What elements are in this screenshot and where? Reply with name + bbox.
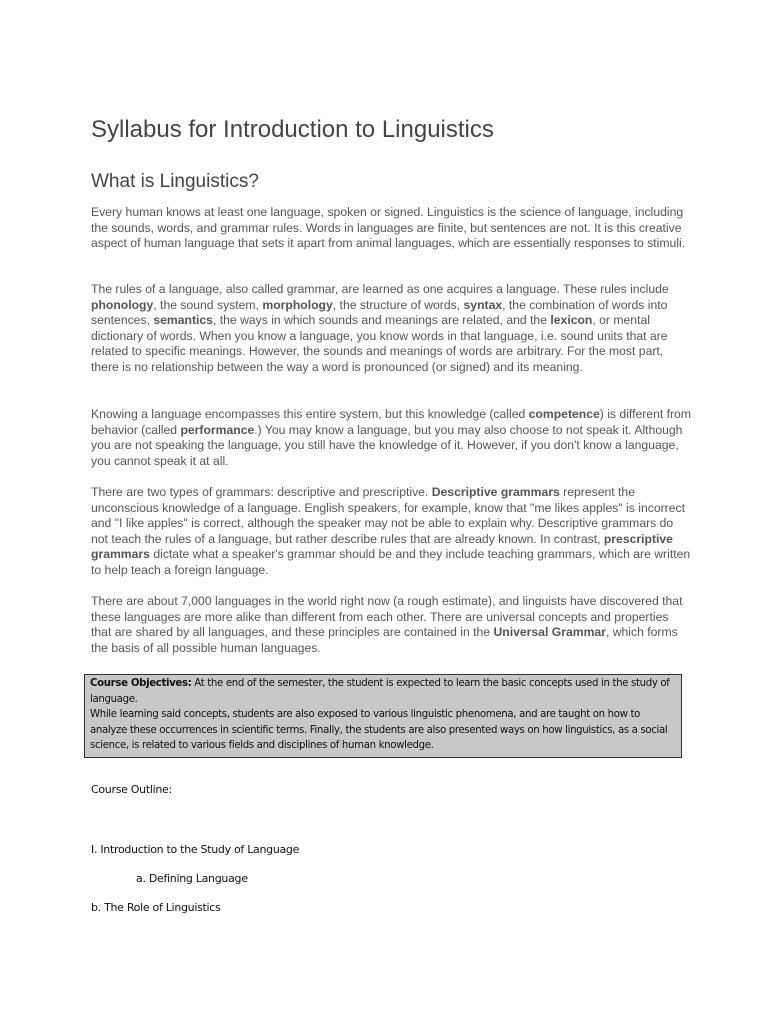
paragraph-competence bbox=[91, 407, 691, 469]
outline-item: I. Introduction to the Study of Language bbox=[91, 843, 300, 856]
paragraph-text: .) You may know a language, but you may also choose to not speak it. Although you are not speaking the language, you still have the knowledge of it. However, if you don't know a language, you cannot speak it at all. bbox=[91, 422, 683, 468]
bold-term: syntax bbox=[463, 297, 503, 312]
outline-item: b. The Role of Linguistics bbox=[91, 901, 221, 914]
bold-term: performance bbox=[180, 422, 255, 437]
paragraph-text: There are two types of grammars: descriptive and prescriptive. bbox=[91, 485, 432, 499]
paragraph-text: The rules of a language, also called grammar, are learned as one acquires a language. These rules include bbox=[91, 282, 669, 296]
course-objectives-text-2: While learning said concepts, students are also exposed to various linguistic phenomena, and are taught on how to analyze these occurrences in scientific terms. Finally, the students are also presented ways on how linguistics, as a social science, is related to various fields and disciplines of human knowledge. bbox=[90, 709, 668, 751]
bold-term: Universal Grammar bbox=[493, 625, 606, 640]
bold-term: lexicon bbox=[550, 313, 593, 328]
bold-term: Descriptive grammars bbox=[431, 485, 560, 499]
paragraph-text: ) is different from behavior (called bbox=[91, 407, 691, 437]
bold-term: phonology bbox=[91, 297, 154, 312]
course-outline-heading: Course Outline: bbox=[91, 783, 172, 796]
paragraph-universal-grammar bbox=[91, 594, 691, 656]
paragraph-text: , the structure of words, bbox=[332, 297, 464, 312]
paragraph-text: , the sound system, bbox=[153, 297, 263, 312]
paragraph-text: dictate what a speaker's grammar should be and they include teaching grammars, which are written to help teach a foreign language. bbox=[91, 547, 691, 577]
paragraph-grammar-types bbox=[91, 485, 691, 579]
paragraph-intro bbox=[91, 205, 691, 252]
bold-term: competence bbox=[528, 407, 600, 421]
section-heading: What is Linguistics? bbox=[91, 171, 259, 192]
outline-subitem: a. Defining Language bbox=[136, 872, 248, 885]
course-objectives-box bbox=[84, 674, 682, 758]
paragraph-text: There are about 7,000 languages in the world right now (a rough estimate), and linguists have discovered that these languages are more alike than different from each other. There are universal concepts and properties that are shared by all languages, and these principles are contained in the bbox=[91, 594, 683, 640]
paragraph-text: , or mental dictionary of words. When you know a language, you know words in that language, i.e. sound units that are related to specific meanings. However, the sounds and meanings of words are arbitrary. For the most part, there is no relationship between the way a word is pronounced (or signed) and its meaning. bbox=[91, 313, 668, 374]
paragraph-grammar-rules bbox=[91, 282, 691, 376]
bold-term: morphology bbox=[262, 297, 333, 312]
paragraph-text: , the combination of words into sentences, bbox=[91, 297, 668, 328]
paragraph-text: represent the unconscious knowledge of a language. English speakers, for example, know that "me likes apples" is incorrect and "I like apples" is correct, although the speaker may not be able to explain why. Descriptive grammars do not teach the rules of a language, but rather describe rules that are already known. In contrast, bbox=[91, 485, 685, 546]
course-objectives-text: At the end of the semester, the student is expected to learn the basic concepts used in the study of language. bbox=[90, 678, 670, 705]
paragraph-text: , which forms the basis of all possible human languages. bbox=[91, 625, 678, 655]
bold-term: prescriptive grammars bbox=[91, 531, 673, 562]
bold-term: semantics bbox=[153, 313, 213, 328]
page-title: Syllabus for Introduction to Linguistics bbox=[91, 116, 494, 143]
paragraph-text: Knowing a language encompasses this entire system, but this knowledge (called bbox=[91, 407, 529, 421]
paragraph-text: Every human knows at least one language, spoken or signed. Linguistics is the science of language, including the sounds, words, and grammar rules. Words in languages are finite, but sentences are not. It is this creative aspect of human language that sets it apart from animal languages, which are essentially responses to stimuli. bbox=[91, 205, 686, 251]
paragraph-text: , the ways in which sounds and meanings are related, and the bbox=[212, 313, 551, 328]
course-objectives-label: Course Objectives: bbox=[90, 678, 192, 689]
